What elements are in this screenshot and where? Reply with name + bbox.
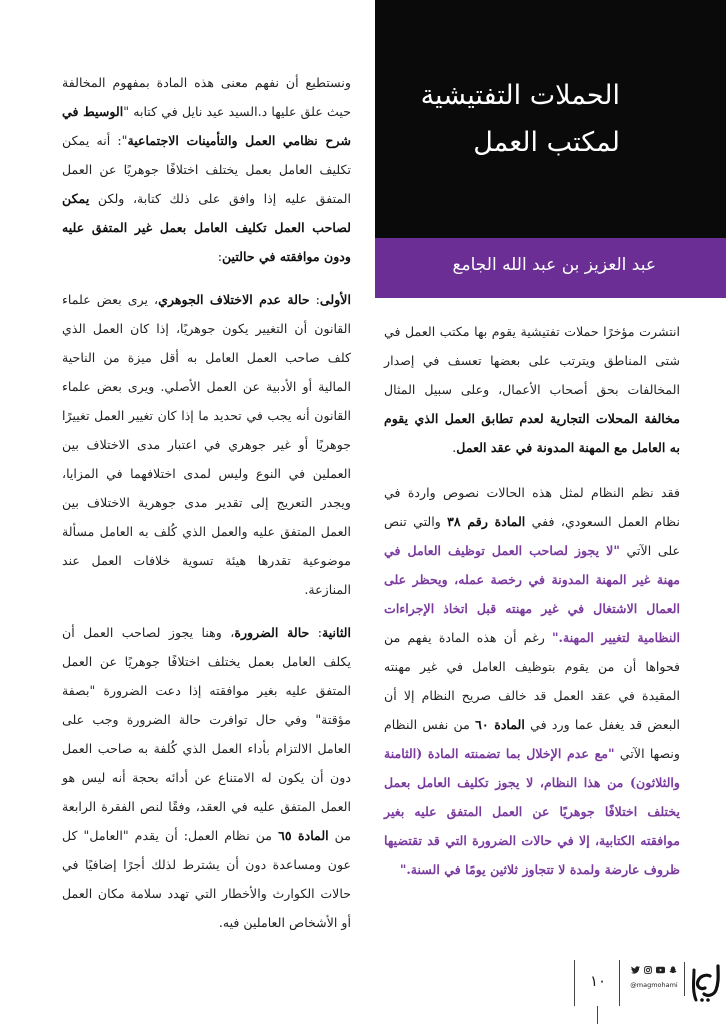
youtube-icon[interactable]: [656, 967, 669, 977]
mohami-logo: [688, 960, 726, 1004]
author-name: عبد العزيز بن عبد الله الجامع: [452, 255, 656, 275]
text: ": أنه يمكن تكليف العامل بعمل يختلف اختلافًا جوهريًا عن العمل المتفق عليه إذا وافق على ذلك كتابة، ولكن: [62, 133, 351, 206]
right-paragraph-2: [384, 478, 680, 884]
text: ، يرى بعض علماء القانون أن التغيير يكون جوهريًا، إذا كان العمل الذي كلف صاحب العمل العامل به أقل ميزة من الناحية المالية أو الأدبية عن العمل الأصلي. ويرى بعض علماء القانون أنه يجب في تحديد ما إذا كان تغيير العمل تغييرًا جوهريًا أو غير جوهري في اعتبار مدى الاختلاف بين العملين في النوع وليس لمدى اختلافهما في المزايا، ويجدر التعريج إلى تقدير مدى جوهرية الاختلاف بين العمل المتفق عليه والعمل الذي كُلف به العامل مسألة موضوعية تقدرها هيئة تسوية خلافات العمل عند المنازعة.: [62, 292, 351, 597]
text: :: [309, 292, 320, 307]
right-paragraph-1: [384, 317, 680, 462]
book-title: الوسيط في شرح نظامي العمل والتأمينات الاجتماعية: [62, 104, 351, 148]
text: ونستطيع أن نفهم معنى هذه المادة بمفهوم المخالفة حيث علق عليها د.السيد عيد نايل في كتابه ": [62, 75, 351, 119]
social-links: [624, 966, 684, 989]
page-number: ١٠: [589, 972, 607, 990]
emphasis-text: مخالفة المحلات التجارية لعدم تطابق العمل الذي يقوم به العامل مع المهنة المدونة في عقد العمل: [384, 411, 680, 455]
article-reference: المادة ٦٥: [278, 828, 329, 843]
article-title-line-2: لمكتب العمل: [473, 127, 620, 158]
case-title: حالة عدم الاختلاف الجوهري: [158, 292, 310, 307]
text: من نظام العمل: أن يقدم "العامل" كل عون ومساعدة دون أن يشترط لذلك أجرًا إضافيًا في حالات الكوارث والأخطار التي تهدد سلامة مكان العمل أو الأشخاص العاملين فيه.: [62, 828, 351, 930]
right-column: [384, 317, 680, 900]
footer-divider: [684, 962, 685, 996]
page-number-line: [597, 1006, 598, 1024]
text: انتشرت مؤخرًا حملات تفتيشية يقوم بها مكتب العمل في شتى المناطق ويترتب على بعضها تعسف في إصدار المخالفات بحق أصحاب الأعمال، وعلى سبيل المثال: [384, 324, 680, 397]
snapchat-icon[interactable]: [669, 967, 677, 977]
left-paragraph-3: [62, 618, 351, 937]
left-column: [62, 68, 351, 951]
text: والتي تنص على الآتي: [384, 514, 680, 558]
article-reference: المادة رقم ٣٨: [447, 514, 526, 529]
text: من نفس النظام ونصها الآتي: [384, 717, 680, 761]
page-footer: [560, 950, 726, 1024]
text: .: [452, 440, 457, 455]
quoted-law-text: "مع عدم الإخلال بما تضمنته المادة (الثامنة والثلاثون) من هذا النظام، لا يجوز تكليف العامل بعمل يختلف اختلافًا جوهريًا عن العمل المتفق عليه بغير موافقته الكتابية، إلا في حالات الضرورة التي قد تقتضيها ظروف عارضة ولمدة لا تتجاوز ثلاثين يومًا في السنة.": [384, 746, 680, 877]
quoted-law-text: "لا يجوز لصاحب العمل توظيف العامل في مهنة غير المهنة المدونة في رخصة عمله، ويحظر على العمال الاشتغال في غير مهنته قبل اتخاذ الإجراءات النظامية لتغيير المهنة.": [384, 543, 680, 645]
article-reference: المادة ٦٠: [475, 717, 525, 732]
case-label: الأولى: [319, 292, 351, 307]
article-title-line-1: الحملات التفتيشية: [420, 80, 620, 111]
article-title-box: [375, 0, 726, 238]
twitter-icon[interactable]: [631, 967, 644, 977]
social-icons: [624, 966, 684, 977]
text: :: [309, 625, 322, 640]
social-handle[interactable]: @magmohami: [630, 981, 678, 989]
text: رغم أن هذه المادة يفهم من فحواها أن من يقوم بتوظيف العامل في غير مهنته المقيدة في عقد العمل قد خالف صريح النظام إلا أن البعض قد يغفل عما ورد في: [384, 630, 680, 732]
left-paragraph-1: [62, 68, 351, 271]
left-paragraph-2: [62, 285, 351, 604]
text: ، وهنا يجوز لصاحب العمل أن يكلف العامل بعمل يختلف اختلافًا جوهريًا عن العمل المتفق عليه بغير موافقته إذا دعت الضرورة "بصفة مؤقتة" وفي حال توافرت حالة الضرورة وجب على العامل الالتزام بأداء العمل الذي كُلفة به صاحب العمل دون أن يكون له الامتناع عن أدائه بحجة أنه ليس هو العمل المتفق عليه في العقد، وفقًا لنص الفقرة الرابعة من: [62, 625, 352, 843]
page-number-box: [574, 960, 620, 1006]
author-box: [375, 238, 726, 298]
emphasis-text: يمكن لصاحب العمل تكليف العامل بعمل غير المتفق عليه ودون موافقته في حالتين: [62, 191, 351, 264]
instagram-icon[interactable]: [644, 967, 656, 977]
case-title: حالة الضرورة: [234, 625, 310, 640]
text: فقد نظم النظام لمثل هذه الحالات نصوص واردة في نظام العمل السعودي، ففي: [384, 485, 680, 529]
text: :: [217, 249, 222, 264]
case-label: الثانية: [321, 625, 351, 640]
